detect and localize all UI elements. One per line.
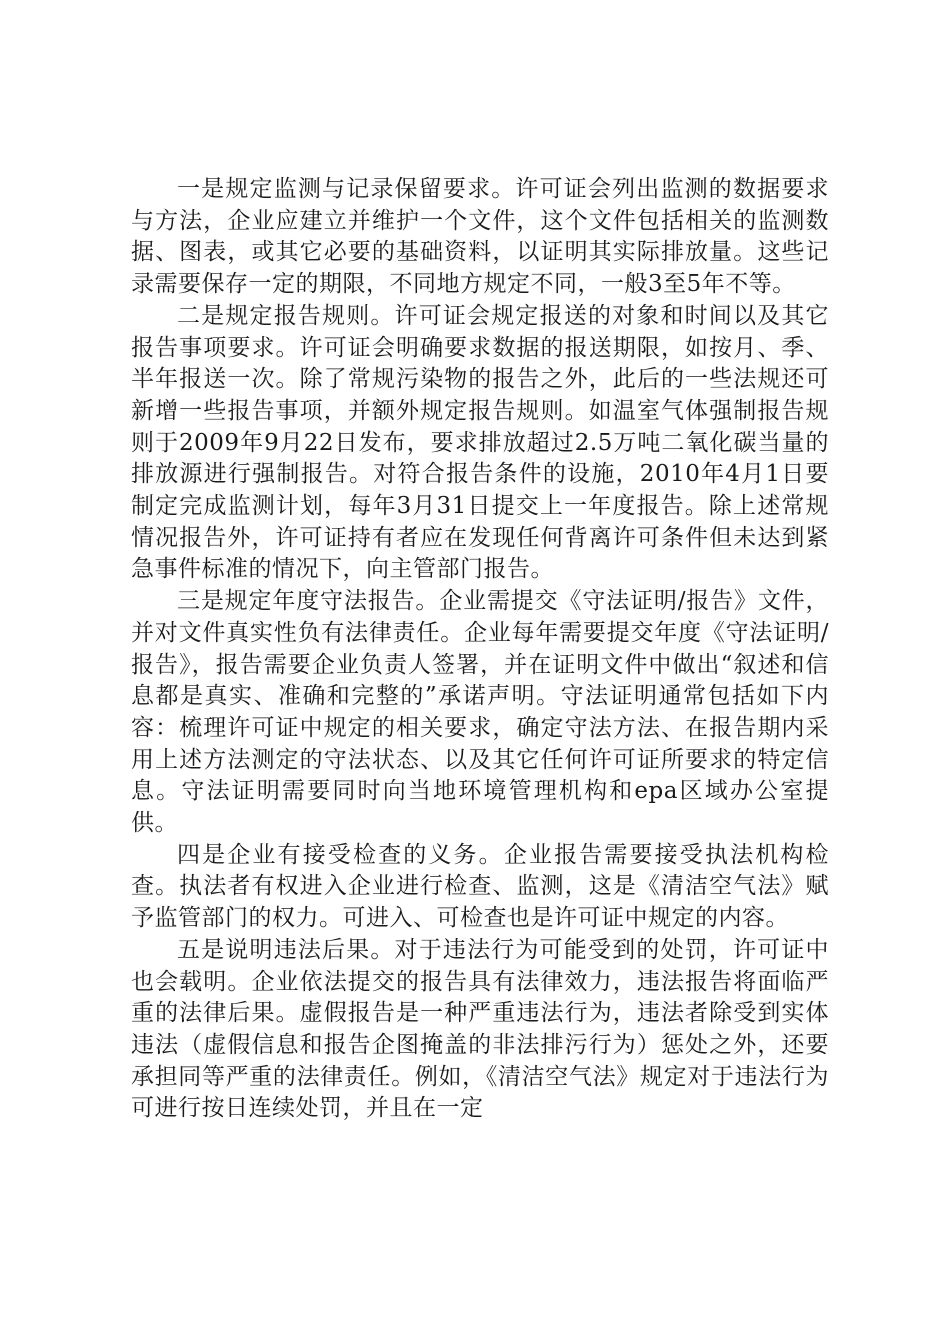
paragraph-compliance-report: 三是规定年度守法报告。企业需提交《守法证明/报告》文件，并对文件真实性负有法律责任。企业每年需要提交年度《守法证明/报告》，报告需要企业负责人签署，并在证明文件中做出“叙述和信息都是真实、准确和完整的”承诺声明。守法证明通常包括如下内容：梳理许可证中规定的相关要求，确定守法方法、在报告期内采用上述方法测定的守法状态、以及其它任何许可证所要求的特定信息。守法证明需要同时向当地环境管理机构和epa区域办公室提供。 — [131, 588, 829, 837]
paragraph-inspection: 四是企业有接受检查的义务。企业报告需要接受执法机构检查。执法者有权进入企业进行检查、监测，这是《清洁空气法》赋予监管部门的权力。可进入、可检查也是许可证中规定的内容。 — [131, 841, 829, 932]
paragraph-monitoring: 一是规定监测与记录保留要求。许可证会列出监测的数据要求与方法，企业应建立并维护一个文件，这个文件包括相关的监测数据、图表，或其它必要的基础资料，以证明其实际排放量。这些记录需要保存一定的期限，不同地方规定不同，一般3至5年不等。 — [131, 176, 829, 298]
paragraph-violation-consequences: 五是说明违法后果。对于违法行为可能受到的处罚，许可证中也会载明。企业依法提交的报告具有法律效力，违法报告将面临严重的法律后果。虚假报告是一种严重违法行为，违法者除受到实体违法（虚假信息和报告企图掩盖的非法排污行为）惩处之外，还要承担同等严重的法律责任。例如，《清洁空气法》规定对于违法行为可进行按日连续处罚，并且在一定 — [131, 936, 829, 1122]
document-body — [131, 174, 829, 1125]
paragraph-reporting-rules: 二是规定报告规则。许可证会规定报送的对象和时间以及其它报告事项要求。许可证会明确要求数据的报送期限，如按月、季、半年报送一次。除了常规污染物的报告之外，此后的一些法规还可新增一些报告事项，并额外规定报告规则。如温室气体强制报告规则于2009年9月22日发布，要求排放超过2.5万吨二氧化碳当量的排放源进行强制报告。对符合报告条件的设施，2010年4月1日要制定完成监测计划，每年3月31日提交上一年度报告。除上述常规情况报告外，许可证持有者应在发现任何背离许可条件但未达到紧急事件标准的情况下，向主管部门报告。 — [131, 302, 829, 583]
